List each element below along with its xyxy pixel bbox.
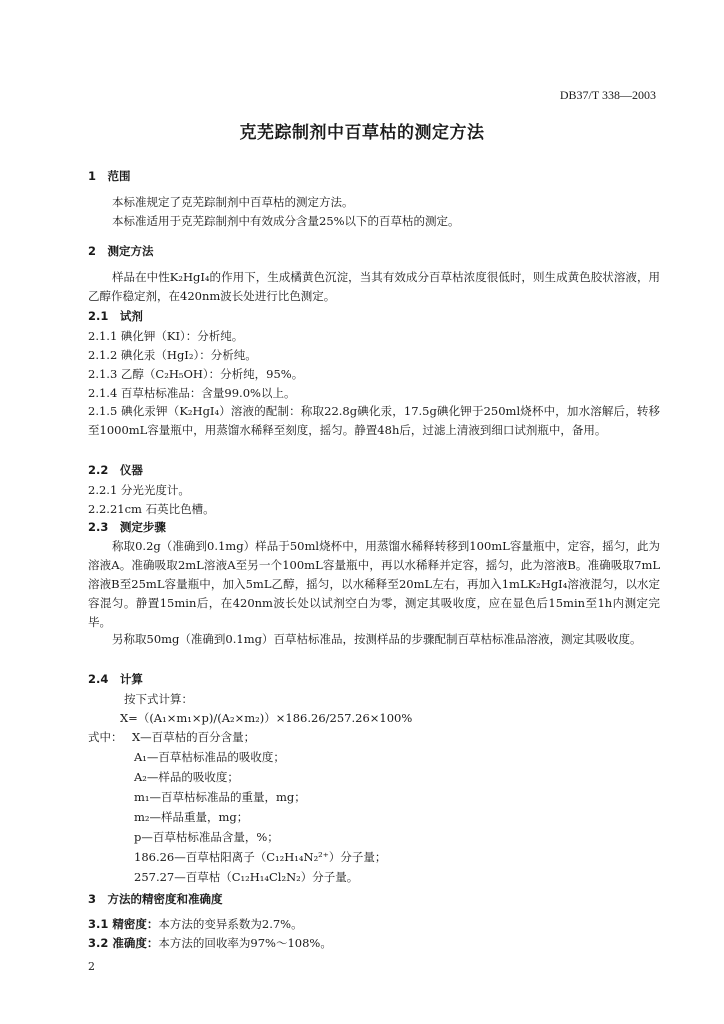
page-number: 2 xyxy=(88,960,95,973)
calc-lead: 按下式计算： xyxy=(124,692,193,706)
page-title: 克芜踪制剂中百草枯的测定方法 xyxy=(239,123,485,143)
definition-item: m₁—百草枯标准品的重量，mg； xyxy=(134,790,306,804)
section-2-2-heading: 2.2 仪器 xyxy=(88,463,143,477)
definition-item: A₂—样品的吸收度； xyxy=(134,770,239,784)
procedure-paragraph: 称取0.2g（准确到0.1mg）样品于50ml烧杯中，用蒸馏水稀释转移到100mL容量瓶中，定容，摇匀，此为溶液A。准确吸取2mL溶液A至另一个100mL容量瓶中，再以水稀释并定容，摇匀，此为溶液B。准确吸取7mL溶液B至25mL容量瓶中，加入5mL乙醇，摇匀，以水稀释至20mL左右，再加入1mLK₂HgI₄溶液混匀，以水定容混匀。静置15min后，在420nm波长处以试剂空白为零，测定其吸收度，应在显色后15min至1h内测定完毕。 xyxy=(88,539,660,629)
section-1-paragraph: 本标准适用于克芜踪制剂中有效成分含量25%以下的百草枯的测定。 xyxy=(112,214,460,228)
list-item: 2.2.21cm 石英比色槽。 xyxy=(88,502,215,516)
definition-item: p—百草枯标准品含量，%； xyxy=(134,830,279,844)
section-2-intro: 样品在中性K₂HgI₄的作用下，生成橘黄色沉淀，当其有效成分百草枯浓度很低时，则生成黄色胶状溶液，用乙醇作稳定剂，在420nm波长处进行比色测定。 xyxy=(88,270,660,303)
definition-item: A₁—百草枯标准品的吸收度； xyxy=(134,750,285,764)
document-code: DB37/T 338—2003 xyxy=(559,88,656,102)
section-1-heading: 1 范围 xyxy=(88,169,131,183)
precision-text: 本方法的变异系数为2.7%。 xyxy=(158,917,303,931)
definition-item: 257.27—百草枯（C₁₂H₁₄Cl₂N₂）分子量。 xyxy=(134,870,359,884)
section-1-paragraph: 本标准规定了克芜踪制剂中百草枯的测定方法。 xyxy=(112,195,354,209)
accuracy-label: 3.2 准确度： xyxy=(88,936,159,950)
section-2-3-heading: 2.3 测定步骤 xyxy=(88,520,166,534)
list-item: 2.1.3 乙醇（C₂H₅OH）：分析纯，95%。 xyxy=(88,367,304,381)
definition-item: 186.26—百草枯阳离子（C₁₂H₁₄N₂²⁺）分子量； xyxy=(134,850,387,864)
definition-item: X—百草枯的百分含量； xyxy=(132,730,256,744)
section-2-heading: 2 测定方法 xyxy=(88,244,154,258)
precision-label: 3.1 精密度： xyxy=(88,917,159,931)
accuracy-text: 本方法的回收率为97%～108%。 xyxy=(158,936,332,950)
precision-line xyxy=(88,915,303,933)
section-2-1-heading: 2.1 试剂 xyxy=(88,309,143,323)
accuracy-line xyxy=(88,934,332,952)
where-label: 式中： xyxy=(88,730,123,744)
list-item: 2.1.2 碘化汞（HgI₂）：分析纯。 xyxy=(88,348,257,362)
list-item: 2.2.1 分光光度计。 xyxy=(88,483,190,497)
section-3-heading: 3 方法的精密度和准确度 xyxy=(88,892,223,906)
procedure-paragraph: 另称取50mg（准确到0.1mg）百草枯标准品，按测样品的步骤配制百草枯标准品溶液，测定其吸收度。 xyxy=(112,632,642,646)
list-item: 2.1.4 百草枯标准品：含量99.0%以上。 xyxy=(88,386,296,400)
list-item: 2.1.1 碘化钾（KI）：分析纯。 xyxy=(88,329,244,343)
section-2-4-heading: 2.4 计算 xyxy=(88,672,143,686)
formula: X=（(A₁×m₁×p)/(A₂×m₂)）×186.26/257.26×100% xyxy=(120,711,413,725)
definition-item: m₂—样品重量，mg； xyxy=(134,810,249,824)
list-item: 2.1.5 碘化汞钾（K₂HgI₄）溶液的配制：称取22.8g碘化汞，17.5g碘化钾于250ml烧杯中，加水溶解后，转移至1000mL容量瓶中，用蒸馏水稀释至刻度，摇匀。静置48h后，过滤上清液到细口试剂瓶中，备用。 xyxy=(88,404,660,437)
